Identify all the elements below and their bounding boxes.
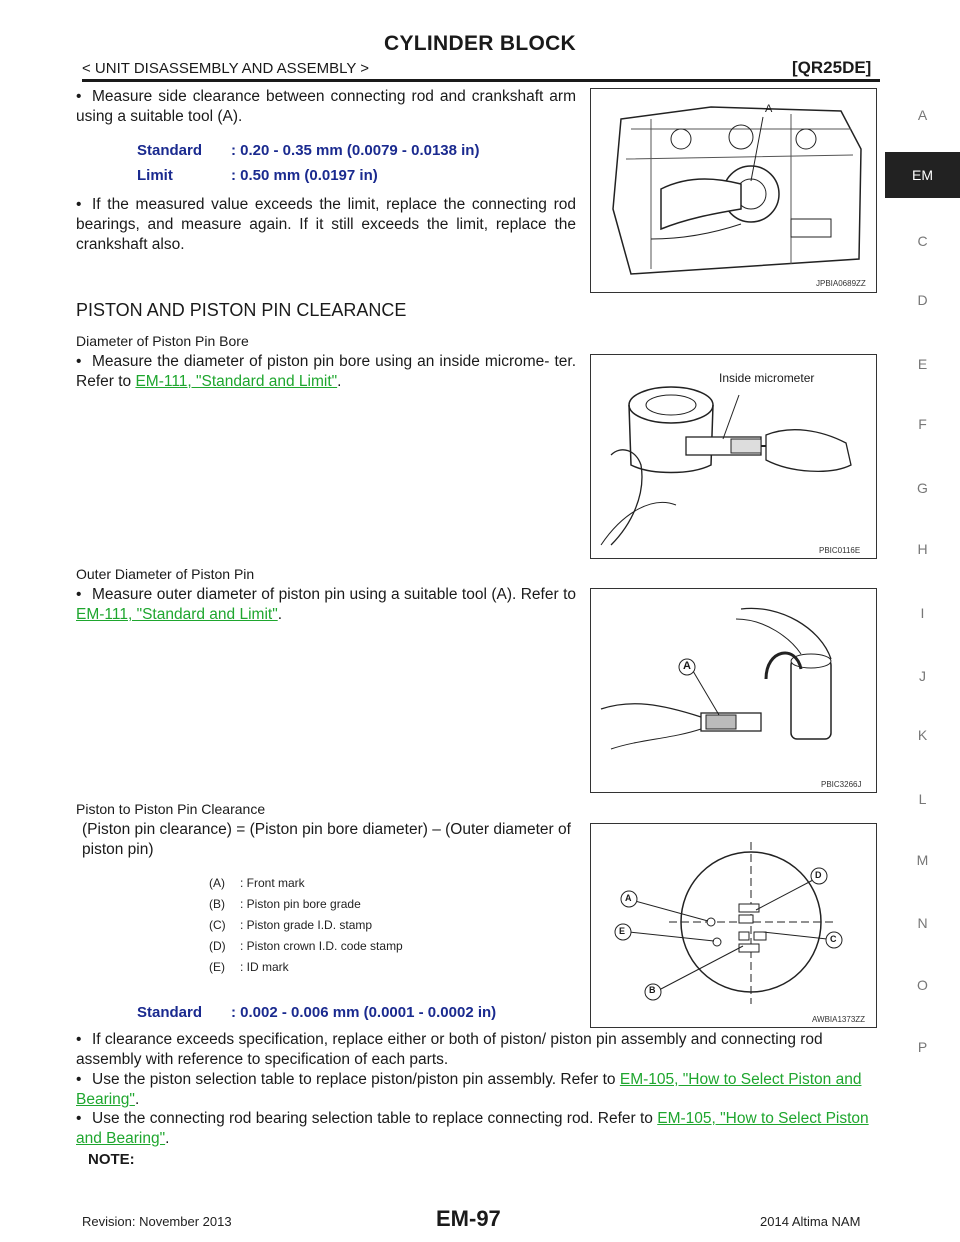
bullet-replace-parts: • If clearance exceeds specification, replace either or both of piston/ piston pin assembly and connecting rod assembly with reference to specification of each parts.: [76, 1031, 823, 1068]
legend-text: : Piston crown I.D. code stamp: [240, 939, 403, 953]
engine-block-illustration: [591, 89, 876, 292]
figure-callout-a: A: [765, 103, 773, 115]
tab-l[interactable]: L: [918, 791, 927, 807]
figure-code: JPBIA0689ZZ: [816, 279, 866, 288]
legend-text: : ID mark: [240, 960, 289, 974]
clearance-formula: (Piston pin clearance) = (Piston pin bore diameter) – (Outer diameter of piston pin): [82, 821, 571, 858]
tab-k[interactable]: K: [917, 727, 928, 743]
callout-d: D: [815, 870, 822, 880]
bullet-text: If clearance exceeds specification, replace either or both of piston/ piston pin assembly and connecting rod assembly with reference to specification of each parts.: [76, 1031, 823, 1068]
legend-key: (C): [209, 918, 226, 932]
tab-c[interactable]: C: [917, 233, 928, 249]
legend-list: [209, 876, 403, 981]
bullet-pin-outer-diameter: • Measure outer diameter of piston pin using a suitable tool (A). Refer to EM-111, "Standard and Limit".: [76, 586, 576, 623]
figure-label-inside-micrometer: Inside micrometer: [719, 371, 815, 385]
figure-inside-micrometer: [590, 354, 877, 559]
tab-g[interactable]: G: [917, 480, 928, 496]
tab-h[interactable]: H: [917, 541, 928, 557]
bullet-text: Measure side clearance between connecting rod and crankshaft arm using a suitable tool (A).: [76, 88, 576, 125]
tab-a[interactable]: A: [917, 107, 928, 123]
link-select-piston[interactable]: EM-105, "How to Select Piston and Bearing": [76, 1071, 862, 1108]
legend-item: [209, 876, 403, 897]
bullet-text: If the measured value exceeds the limit, replace the connecting rod bearings, and measure again. If it still exceeds the limit, replace the crankshaft also.: [76, 196, 576, 253]
tab-em[interactable]: EM: [885, 152, 960, 198]
callout-a: A: [625, 893, 632, 903]
subheading-pin-bore: Diameter of Piston Pin Bore: [76, 333, 249, 349]
engine-code: [QR25DE]: [792, 58, 872, 77]
figure-callout-a: A: [683, 660, 691, 672]
tab-o[interactable]: O: [917, 977, 928, 993]
tab-e[interactable]: E: [917, 356, 928, 372]
std-label: Standard: [137, 1004, 203, 1021]
link-standard-limit[interactable]: EM-111, "Standard and Limit": [76, 606, 278, 623]
legend-text: : Front mark: [240, 876, 305, 890]
tab-j[interactable]: J: [919, 668, 926, 684]
bullet-text: Measure the diameter of piston pin bore using an inside microme- ter. Refer to: [76, 353, 576, 390]
pin-micrometer-illustration: [591, 589, 876, 792]
legend-key: (A): [209, 876, 225, 890]
figure-code: PBIC0116E: [819, 546, 861, 555]
legend-key: (E): [209, 960, 225, 974]
callout-b: B: [649, 985, 656, 995]
std-value: : 0.20 - 0.35 mm (0.0079 - 0.0138 in): [231, 142, 480, 159]
breadcrumb: < UNIT DISASSEMBLY AND ASSEMBLY >: [82, 60, 370, 77]
bullet-rod-selection: • Use the connecting rod bearing selection table to replace connecting rod. Refer to EM-105, "How to Select Piston and Bearing".: [76, 1110, 869, 1147]
figure-code: PBIC3266J: [821, 780, 862, 789]
bullet-side-clearance: • Measure side clearance between connecting rod and crankshaft arm using a suitable tool (A).: [76, 88, 576, 125]
tab-f[interactable]: F: [918, 416, 927, 432]
legend-item: [209, 897, 403, 918]
revision-date: Revision: November 2013: [82, 1214, 232, 1229]
page-number: EM-97: [436, 1206, 501, 1231]
callout-e: E: [619, 926, 626, 936]
figure-code: AWBIA1373ZZ: [812, 1015, 866, 1024]
legend-text: : Piston pin bore grade: [240, 897, 361, 911]
callout-c: C: [830, 934, 837, 944]
inside-micrometer-illustration: [591, 355, 876, 558]
link-standard-limit[interactable]: EM-111, "Standard and Limit": [135, 373, 338, 390]
legend-item: [209, 918, 403, 939]
figure-pin-micrometer: [590, 588, 877, 793]
section-heading: PISTON AND PISTON PIN CLEARANCE: [76, 300, 407, 320]
subheading-pin-outer-diameter: Outer Diameter of Piston Pin: [76, 566, 255, 582]
std-label: Standard: [137, 142, 203, 159]
bullet-exceeds-limit: • If the measured value exceeds the limit, replace the connecting rod bearings, and measure again. If it still exceeds the limit, replace the crankshaft also.: [76, 196, 576, 253]
limit-label: Limit: [137, 167, 173, 184]
tab-n[interactable]: N: [917, 915, 928, 931]
note-label: NOTE:: [88, 1151, 135, 1168]
header-divider: [82, 79, 880, 82]
legend-text: : Piston grade I.D. stamp: [240, 918, 373, 932]
link-select-piston[interactable]: EM-105, "How to Select Piston and Bearing": [76, 1110, 869, 1147]
limit-value: : 0.50 mm (0.0197 in): [231, 167, 378, 184]
tab-d[interactable]: D: [917, 292, 928, 308]
bullet-text: Measure outer diameter of piston pin using a suitable tool (A). Refer to: [92, 586, 576, 603]
legend-key: (D): [209, 939, 226, 953]
tab-m[interactable]: M: [916, 852, 929, 868]
bullet-text: Use the connecting rod bearing selection table to replace connecting rod. Refer to: [92, 1110, 658, 1127]
legend-item: [209, 960, 403, 981]
figure-piston-marks: [590, 823, 877, 1028]
tab-i[interactable]: I: [920, 605, 925, 621]
model-label: 2014 Altima NAM: [760, 1214, 861, 1229]
bullet-piston-selection: • Use the piston selection table to replace piston/piston pin assembly. Refer to EM-105, "How to Select Piston and Bearing".: [76, 1071, 862, 1108]
bullet-text: Use the piston selection table to replace piston/piston pin assembly. Refer to: [92, 1071, 620, 1088]
legend-item: [209, 939, 403, 960]
tab-p[interactable]: P: [917, 1039, 928, 1055]
subheading-pin-clearance: Piston to Piston Pin Clearance: [76, 801, 266, 817]
std-value: : 0.002 - 0.006 mm (0.0001 - 0.0002 in): [231, 1004, 497, 1021]
page-title: CYLINDER BLOCK: [383, 32, 577, 55]
legend-key: (B): [209, 897, 225, 911]
bullet-pin-bore: • Measure the diameter of piston pin bore using an inside microme- ter. Refer to EM-111, "Standard and Limit".: [76, 353, 576, 390]
piston-top-diagram: [591, 824, 876, 1027]
figure-side-clearance: [590, 88, 877, 293]
